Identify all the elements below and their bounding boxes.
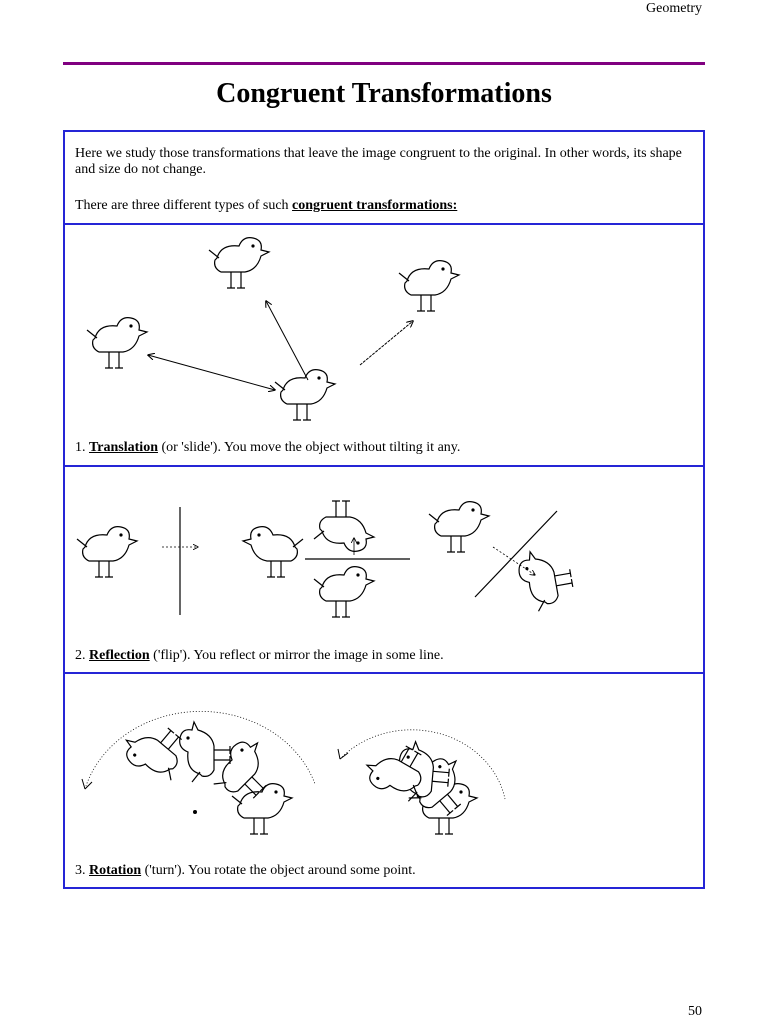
bird-illustration-center [275, 370, 335, 420]
caption-number: 2. [75, 648, 89, 663]
bird-illustration-diagonal-original [429, 502, 489, 552]
translation-section [65, 225, 703, 465]
page-title: Congruent Transformations [216, 78, 552, 109]
translation-figure [65, 225, 703, 465]
bird-illustration-original [77, 527, 137, 577]
intro-types-term: congruent transformations: [292, 198, 458, 213]
caption-number: 3. [75, 863, 89, 878]
header-subject: Geometry [646, 1, 702, 16]
page-number: 50 [688, 1004, 702, 1019]
rotation-arc-arrowhead-left [82, 779, 92, 789]
reflection-caption [75, 648, 444, 664]
caption-text: ('turn'). You rotate the object around some point. [141, 863, 416, 878]
bird-illustration-left [87, 318, 147, 368]
caption-term: Rotation [89, 863, 142, 878]
caption-text: ('flip'). You reflect or mirror the image in some line. [149, 648, 444, 663]
bird-illustration-rotation-0 [232, 784, 292, 834]
translation-arrow-right [360, 321, 413, 365]
rotation-caption [75, 863, 416, 879]
intro-section [65, 132, 703, 223]
caption-text: (or 'slide'). You move the object without tilting it any. [157, 440, 461, 455]
rotation-center-point [193, 810, 197, 814]
bird-illustration-top [209, 238, 269, 288]
bird-illustration-lower [314, 567, 374, 617]
content-box [63, 130, 705, 889]
translation-arrow-up [266, 301, 308, 380]
rotation-arc-arrowhead-right [338, 749, 348, 759]
intro-types-prefix: There are three different types of such [75, 198, 293, 213]
translation-arrow-left [148, 355, 275, 390]
bird-illustration-diagonal-reflected [516, 546, 576, 614]
bird-illustration-flipped [314, 501, 374, 551]
title-rule [63, 62, 705, 65]
intro-types-paragraph [75, 198, 693, 214]
reflection-section [65, 467, 703, 672]
bird-illustration-right [399, 261, 459, 311]
caption-term: Reflection [89, 648, 150, 663]
rotation-figure [65, 674, 703, 887]
translation-caption [75, 440, 460, 456]
bird-illustration-mirrored [243, 527, 303, 577]
intro-paragraph: Here we study those transformations that leave the image congruent to the original. In other words, its shape and size do not change. [75, 146, 682, 177]
caption-number: 1. [75, 440, 89, 455]
rotation-section [65, 674, 703, 887]
reflection-figure [65, 467, 703, 672]
bird-illustration-rotation-3 [117, 713, 195, 790]
caption-term: Translation [89, 440, 158, 455]
